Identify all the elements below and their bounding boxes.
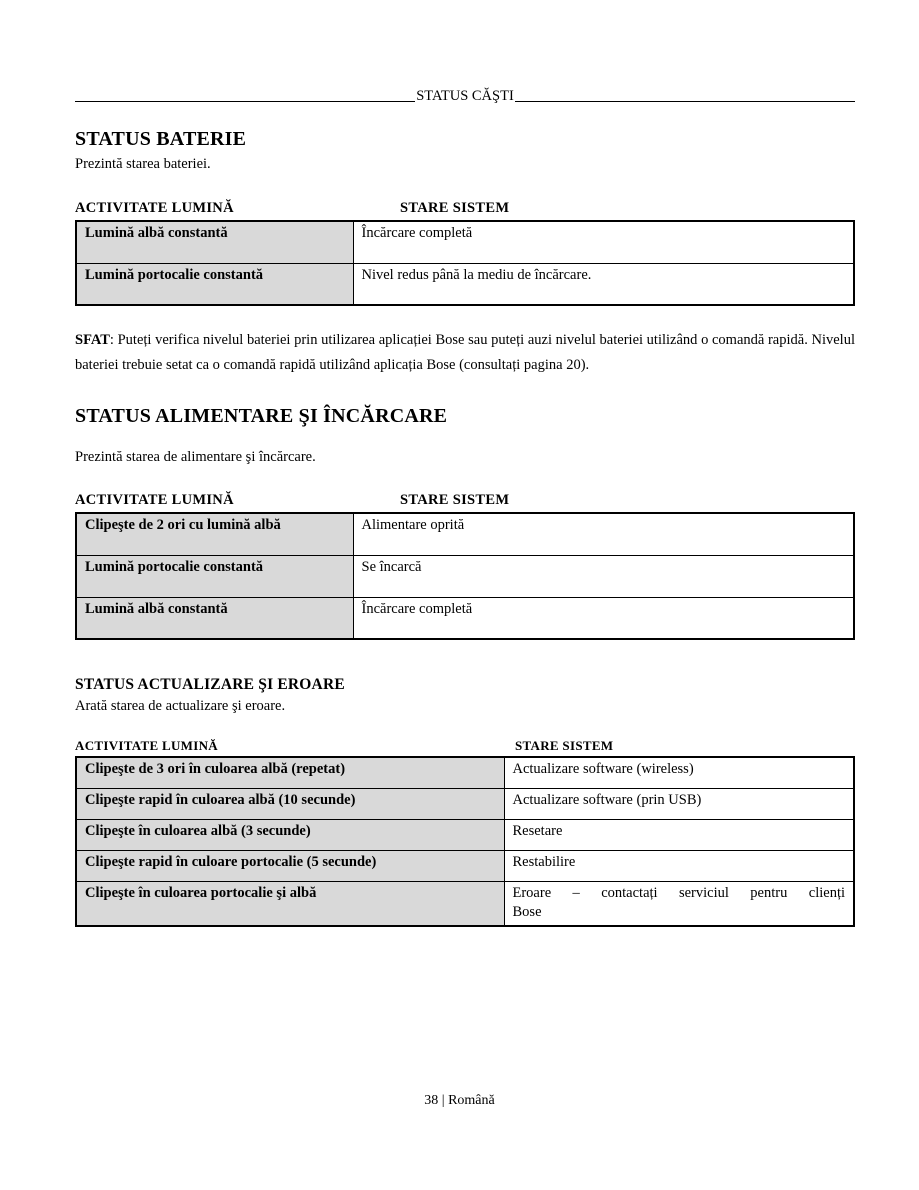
table-row (76, 263, 854, 305)
page-footer: 38 | Română (424, 1093, 495, 1108)
column-header-activity: ACTIVITATE LUMINĂ (75, 200, 234, 216)
column-header-state: STARE SISTEM (400, 200, 510, 216)
cell-system-state: Restabilire (504, 850, 854, 881)
column-header-state: STARE SISTEM (515, 738, 614, 753)
section-lead-update: Arată starea de actualizare şi eroare. (75, 698, 286, 714)
section-lead-power: Prezintă starea de alimentare şi încărcare. (75, 449, 316, 465)
cell-system-state: Actualizare software (wireless) (504, 757, 854, 788)
header-rule-right (515, 88, 855, 102)
cell-light-activity: Lumină albă constantă (76, 597, 353, 639)
update-status-table (75, 756, 855, 927)
section-heading-power: STATUS ALIMENTARE ŞI ÎNCĂRCARE (75, 405, 448, 427)
running-header-title: STATUS CĂŞTI (416, 88, 514, 104)
cell-light-activity: Clipeşte de 2 ori cu lumină albă (76, 513, 353, 555)
table-row (76, 597, 854, 639)
table-row (76, 757, 854, 788)
tip-paragraph (75, 328, 855, 378)
tip-label: SFAT (75, 332, 110, 348)
state-text-line1: Eroare – contactați serviciul pentru clienți (512, 884, 845, 901)
battery-status-table (75, 220, 855, 306)
cell-light-activity: Clipeşte de 3 ori în culoarea albă (repetat) (76, 757, 504, 788)
update-table-column-headers (75, 738, 855, 754)
power-table-column-headers (75, 492, 855, 510)
table-row (76, 221, 854, 263)
state-text-line2: Bose (512, 904, 542, 921)
table-row (76, 819, 854, 850)
cell-light-activity: Lumină portocalie constantă (76, 555, 353, 597)
section-heading-battery: STATUS BATERIE (75, 128, 247, 150)
header-rule-left (75, 88, 415, 102)
section-lead-battery: Prezintă starea bateriei. (75, 156, 211, 172)
cell-light-activity: Lumină portocalie constantă (76, 263, 353, 305)
running-header (75, 88, 855, 105)
cell-system-state (504, 881, 854, 926)
column-header-activity: ACTIVITATE LUMINĂ (75, 738, 218, 753)
power-status-table (75, 512, 855, 640)
section-heading-update: STATUS ACTUALIZARE ŞI EROARE (75, 676, 345, 693)
table-row (76, 881, 854, 926)
table-row (76, 513, 854, 555)
tip-text: : Puteți verifica nivelul bateriei prin utilizarea aplicației Bose sau puteți auzi nivelul bateriei utilizând o comandă rapidă. Nivelul bateriei trebuie setat ca o comandă rapidă utilizând aplicația Bose (consultați pagina 20). (75, 332, 855, 373)
column-header-activity: ACTIVITATE LUMINĂ (75, 492, 234, 508)
table-row (76, 555, 854, 597)
table-row (76, 788, 854, 819)
cell-light-activity: Clipeşte în culoarea albă (3 secunde) (76, 819, 504, 850)
battery-table-column-headers (75, 200, 855, 218)
cell-system-state: Resetare (504, 819, 854, 850)
column-header-state: STARE SISTEM (400, 492, 510, 508)
cell-system-state: Încărcare completă (353, 597, 854, 639)
cell-light-activity: Lumină albă constantă (76, 221, 353, 263)
cell-system-state: Actualizare software (prin USB) (504, 788, 854, 819)
cell-light-activity: Clipeşte rapid în culoarea albă (10 secunde) (76, 788, 504, 819)
cell-system-state: Alimentare oprită (353, 513, 854, 555)
table-row (76, 850, 854, 881)
cell-system-state: Se încarcă (353, 555, 854, 597)
cell-light-activity: Clipeşte rapid în culoare portocalie (5 secunde) (76, 850, 504, 881)
cell-system-state: Nivel redus până la mediu de încărcare. (353, 263, 854, 305)
cell-system-state: Încărcare completă (353, 221, 854, 263)
cell-light-activity: Clipeşte în culoarea portocalie şi albă (76, 881, 504, 926)
